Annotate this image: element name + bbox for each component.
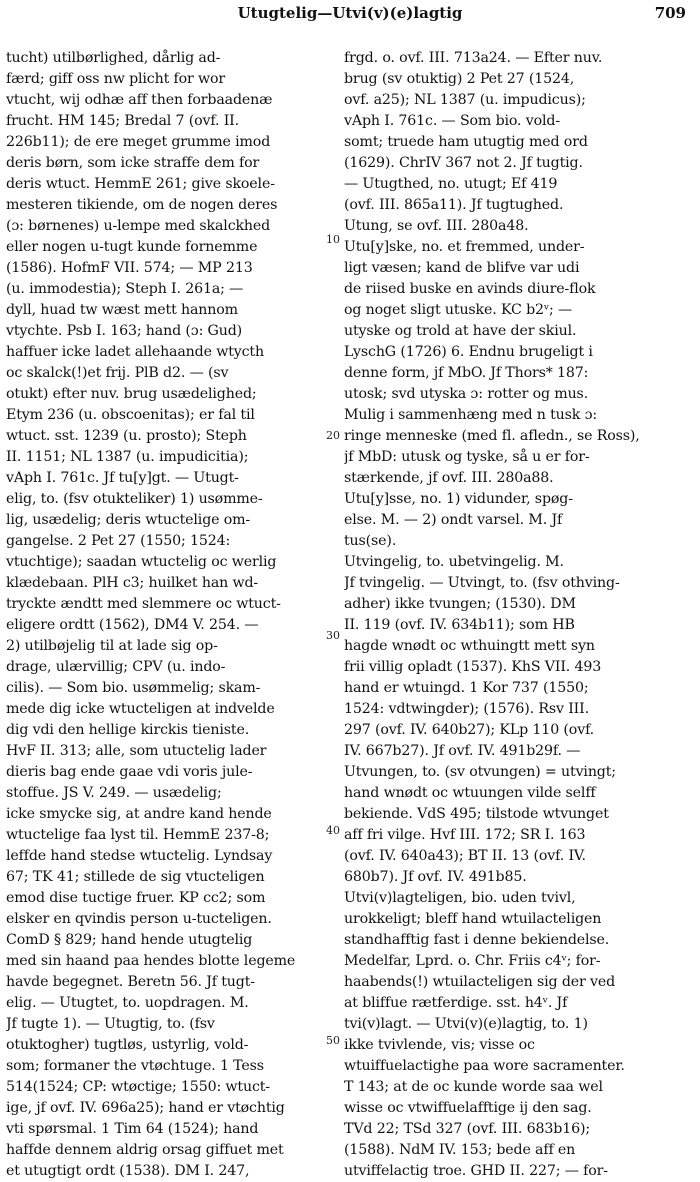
text-line: brug (sv otuktig) 2 Pet 27 (1524, [344,71,575,87]
text-line: dyll, huad tw wæst mett hannom [6,302,238,318]
text-line: Mulig i sammenhæng med n tusk ɔ: [344,407,597,423]
text-line: Utu[y]ske, no. et fremmed, under- [344,239,585,255]
text-line: frucht. HM 145; Bredal 7 (ovf. II. [6,113,239,129]
text-line: eligere ordtt (1562), DM4 V. 254. — [6,617,259,633]
text-line: (ovf. IV. 640a43); BT II. 13 (ovf. IV. [344,848,586,864]
text-line: IV. 667b27). Jf ovf. IV. 491b29f. — [344,743,581,759]
text-line: elsker en qvindis person u-tucteligen. [6,911,272,927]
text-line: haffuer icke ladet allehaande wtycth [6,344,264,360]
text-line: otuktogher) tugtløs, ustyrlig, vold- [6,1037,249,1053]
text-line: dig vdi den hellige kirckis tieniste. [6,722,250,738]
text-line: wisse oc vtwiffuelafftige ij den sag. [344,1100,592,1116]
text-line: mede dig icke wtucteligen at indvelde [6,701,275,717]
text-line: (ovf. III. 865a11). Jf tugtughed. [344,197,564,213]
text-line: (1586). HofmF VII. 574; — MP 213 [6,260,253,276]
text-line: emod dise tuctige fruer. KP cc2; som [6,890,266,906]
text-line: ikke tvivlende, vis; visse oc [344,1037,535,1053]
text-line: ligt væsen; kand de blifve var udi [344,260,580,276]
text-line: Utu[y]sse, no. 1) vidunder, spøg- [344,491,573,507]
text-line: stoffue. JS V. 249. — usædelig; [6,785,222,801]
text-line: adher) ikke tvungen; (1530). DM [344,596,576,612]
text-line: Utung, se ovf. III. 280a48. [344,218,529,234]
text-line: vtuchtige); saadan wtuctelig oc werlig [6,554,277,570]
text-line: med sin haand paa hendes blotte legeme [6,953,296,969]
text-line: standhafftig fast i denne bekiendelse. [344,932,610,948]
text-line: gangelse. 2 Pet 27 (1550; 1524: [6,533,231,549]
text-line: bekiende. VdS 495; tilstode wtvunget [344,806,609,822]
text-line: ComD § 829; hand hende utugtelig [6,932,253,948]
text-line: ige, jf ovf. IV. 696a25); hand er vtøchtig [6,1100,285,1116]
text-line: utosk; svd utyska ɔ: rotter og mus. [344,386,589,402]
text-line: havde begegnet. Beretn 56. Jf tugt- [6,974,255,990]
text-line: denne form, jf MbO. Jf Thors* 187: [344,365,589,381]
text-line: (ɔ: børnenes) u-lempe med skalckhed [6,218,271,234]
text-line: haffde dennem aldrig orsag giffuet met [6,1142,284,1158]
text-line: II. 1151; NL 1387 (u. impudicitia); [6,449,249,465]
text-line: som; formaner the vtøchtuge. 1 Tess [6,1058,264,1074]
text-line: (1629). ChrIV 367 not 2. Jf tugtig. [344,155,583,171]
running-head: Utugtelig—Utvi(v)(e)lagtig [237,4,463,22]
page-number: 709 [654,4,686,22]
text-line: utviffelactig troe. GHD II. 227; — for- [344,1163,608,1179]
text-line: else. M. — 2) ondt varsel. M. Jf [344,512,563,528]
text-line: ringe menneske (med fl. afledn., se Ross), [344,428,640,444]
text-line: Jf tvingelig. — Utvingt, to. (fsv othving- [344,575,620,591]
text-line: tryckte ændtt med slemmere oc wtuct- [6,596,281,612]
right-column [344,48,689,1182]
text-line: frii villig opladt (1537). KhS VII. 493 [344,659,602,675]
left-column [6,48,326,1182]
line-marker: 50 [326,1034,340,1047]
page-header [0,4,700,26]
text-line: vti spørsmal. 1 Tim 64 (1524); hand [6,1121,259,1137]
text-line: ovf. a25); NL 1387 (u. impudicus); [344,92,586,108]
text-line: Etym 236 (u. obscoenitas); er fal til [6,407,255,423]
text-line: urokkeligt; bleff hand wtuilacteligen [344,911,602,927]
text-line: stærkende, jf ovf. III. 280a88. [344,470,554,486]
text-line: elig, to. (fsv otukteliker) 1) usømme- [6,491,263,507]
text-line: vtychte. Psb I. 163; hand (ɔ: Gud) [6,323,243,339]
text-line: færd; giff oss nw plicht for wor [6,71,225,87]
text-line: haabends(!) wtuilacteligen sig der ved [344,974,616,990]
text-line: utyske og trold at have der skiul. [344,323,577,339]
text-line: 67; TK 41; stillede de sig vtucteligen [6,869,265,885]
text-line: tucht) utilbørlighed, dårlig ad- [6,50,221,66]
text-line: 2) utilbøjelig til at lade sig op- [6,638,218,654]
text-line: dieris bag ende gaae vdi voris jule- [6,764,253,780]
text-line: leffde hand stedse wtuctelig. Lyndsay [6,848,273,864]
text-line: otukt) efter nuv. brug usædelighed; [6,386,257,402]
text-line: vAph I. 761c. Jf tu[y]gt. — Utugt- [6,470,239,486]
text-line: deris børn, som icke straffe dem for [6,155,260,171]
text-line: mesteren tikiende, om de nogen deres [6,197,278,213]
line-marker: 10 [326,233,340,246]
text-line: cilis). — Som bio. usømmelig; skam- [6,680,261,696]
text-line: oc skalck(!)et frij. PlB d2. — (sv [6,365,229,381]
text-line: HvF II. 313; alle, som utuctelig lader [6,743,267,759]
text-line: 226b11); de ere meget grumme imod [6,134,271,150]
text-line: eller nogen u-tugt kunde fornemme [6,239,258,255]
line-marker: 20 [326,429,340,442]
text-line: hand er wtuingd. 1 Kor 737 (1550; [344,680,589,696]
text-line: LyschG (1726) 6. Endnu brugeligt i [344,344,593,360]
text-line: Utvingelig, to. ubetvingelig. M. [344,554,564,570]
text-line: hagde wnødt oc wthuingtt mett syn [344,638,595,654]
text-line: somt; truede ham utugtig med ord [344,134,588,150]
text-line: 514(1524; CP: wtøctige; 1550: wtuct- [6,1079,270,1095]
text-line: lig, usædelig; deris wtuctelige om- [6,512,251,528]
text-line: icke smycke sig, at andre kand hende [6,806,272,822]
text-line: de riised buske en avinds diure-flok [344,281,596,297]
text-line: (1588). NdM IV. 153; bede aff en [344,1142,576,1158]
text-line: tvi(v)lagt. — Utvi(v)(e)lagtig, to. 1) [344,1016,588,1032]
text-line: og noget sligt utuske. KC b2ᵛ; — [344,302,573,318]
text-line: TVd 22; TSd 327 (ovf. III. 683b16); [344,1121,590,1137]
text-line: 680b7). Jf ovf. IV. 491b85. [344,869,527,885]
text-line: elig. — Utugtet, to. uopdragen. M. [6,995,249,1011]
text-line: II. 119 (ovf. IV. 634b11); som HB [344,617,575,633]
text-line: wtuct. sst. 1239 (u. prosto); Steph [6,428,247,444]
text-line: et utugtigt ordt (1538). DM I. 247, [6,1163,250,1179]
text-line: frgd. o. ovf. III. 713a24. — Efter nuv. [344,50,603,66]
text-line: aff fri vilge. Hvf III. 172; SR I. 163 [344,827,586,843]
line-marker: 40 [326,824,340,837]
text-line: hand wnødt oc wtuungen vilde selff [344,785,596,801]
text-line: drage, ulærvillig; CPV (u. indo- [6,659,226,675]
text-line: Utvi(v)lagteligen, bio. uden tvivl, [344,890,576,906]
text-line: deris wtuct. HemmE 261; give skoele- [6,176,275,192]
text-line: (u. immodestia); Steph I. 261a; — [6,281,244,297]
text-line: 297 (ovf. IV. 640b27); KLp 110 (ovf. [344,722,595,738]
text-line: vAph I. 761c. — Som bio. vold- [344,113,560,129]
text-line: 1524: vdtwingder); (1576). Rsv III. [344,701,589,717]
text-line: jf MbD: utusk og tyske, så u er for- [344,449,590,465]
text-line: klædebaan. PlH c3; huilket han wd- [6,575,259,591]
text-line: — Utugthed, no. utugt; Ef 419 [344,176,558,192]
text-line: vtucht, wij odhæ aff then forbaadenæ [6,92,273,108]
text-line: tus(se). [344,533,397,549]
line-marker: 30 [326,629,340,642]
text-line: Utvungen, to. (sv otvungen) = utvingt; [344,764,616,780]
text-line: Medelfar, Lprd. o. Chr. Friis c4ᵛ; for- [344,953,601,969]
text-line: wtuctelige faa lyst til. HemmE 237-8; [6,827,270,843]
text-line: Jf tugte 1). — Utugtig, to. (fsv [6,1016,215,1032]
text-line: T 143; at de oc kunde worde saa wel [344,1079,603,1095]
text-line: at bliffue rætferdige. sst. h4ᵛ. Jf [344,995,568,1011]
text-line: wtuiffuelactighe paa wore sacramenter. [344,1058,625,1074]
